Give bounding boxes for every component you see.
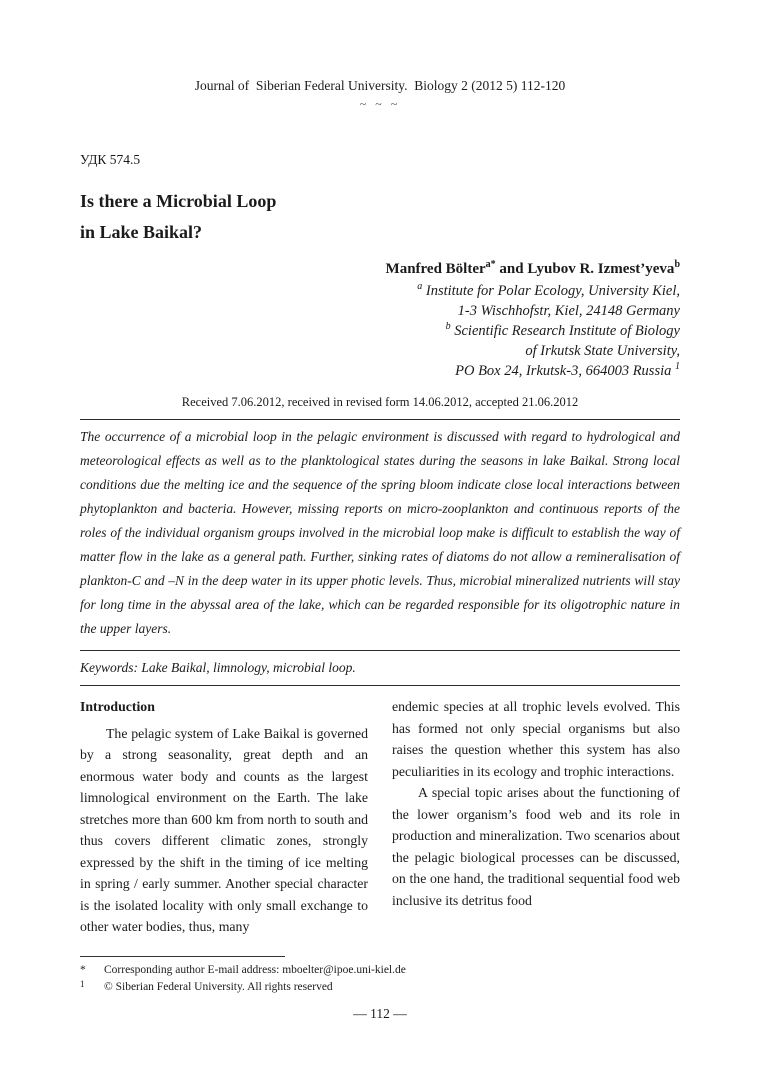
journal-masthead [80, 78, 680, 112]
footnote-text: © Siberian Federal University. All rights reserved [104, 980, 333, 993]
authors-connector: and [499, 261, 524, 278]
divider-above-abstract [80, 419, 680, 420]
footnote-marker-asterisk: * [80, 963, 86, 976]
tilde-ornament: ~ ~ ~ [359, 97, 401, 111]
section-heading-introduction: Introduction [80, 699, 155, 715]
right-column [392, 696, 680, 938]
body-paragraph: endemic species at all trophic levels evolved. This has formed not only special organisms but also raises the question whether this system has also peculiarities in its ecology and trophic interactions. [392, 699, 680, 779]
journal-citation: Journal of Siberian Federal University. Biology 2 (2012 5) 112-120 [194, 78, 566, 93]
footnote-divider [80, 956, 285, 957]
author-2-affiliation-mark: b [674, 259, 680, 271]
footnote-text: Corresponding author E-mail address: mboelter@ipoe.uni-kiel.de [104, 963, 406, 976]
divider-below-keywords [80, 685, 680, 686]
divider-above-keywords [80, 650, 680, 651]
footnote-corresponding-author [80, 962, 680, 979]
affiliation-line [80, 341, 680, 361]
author-2-name: Lyubov R. Izmest’yeva [527, 261, 675, 278]
author-1-name: Manfred Bölter [385, 261, 486, 278]
article-title-line-2: in Lake Baikal? [80, 221, 203, 242]
keywords-line: Keywords: Lake Baikal, limnology, microbial loop. [80, 660, 356, 676]
body-columns [80, 696, 680, 938]
affiliation-text: 1-3 Wischhofstr, Kiel, 24148 Germany [457, 303, 680, 320]
page-number: — 112 — [353, 1005, 407, 1021]
affiliation-text: Scientific Research Institute of Biology [454, 323, 680, 340]
affiliation-text: of Irkutsk State University, [525, 343, 680, 360]
affiliation-text: PO Box 24, Irkutsk-3, 664003 Russia [455, 363, 672, 380]
article-title-line-1: Is there a Microbial Loop [80, 191, 277, 211]
body-paragraph: The pelagic system of Lake Baikal is governed by a strong seasonality, great depth and an enormous water body and counts as the largest limnological environment on the Earth. The lake stretches more than 600 km from north to south and thus covers different climatic zones, strongly expressed by the shift in the timing of ice melting in spring / early summer. Another special character is the isolated locality with only small exchange to other water bodies, thus, many [80, 725, 368, 935]
received-dates-line: Received 7.06.2012, received in revised form 14.06.2012, accepted 21.06.2012 [181, 395, 579, 410]
article-title [80, 186, 680, 247]
affiliation-line [80, 361, 680, 381]
udc-code: УДК 574.5 [80, 152, 141, 167]
affiliation-footnote-mark: 1 [675, 361, 680, 373]
affiliation-text: Institute for Polar Ecology, University Kiel, [425, 283, 680, 300]
footnote-copyright [80, 979, 680, 996]
affiliations-block [80, 281, 680, 381]
affiliation-mark: a [417, 281, 423, 293]
footnote-marker-one: 1 [80, 978, 85, 989]
author-1-affiliation-mark: a* [485, 259, 496, 271]
abstract-text: The occurrence of a microbial loop in the pelagic environment is discussed with regard to hydrological and meteorological effects as well as to the planktological states during the seasons in lake Baikal. Strong local conditions due the melting ice and the sequence of the spring bloom indicate close local interactions between phytoplankton and bacteria. However, missing reports on micro-zooplankton and continuous reports of the roles of the individual organism groups involved in the microbial loop make is difficult to establish the way of matter flow in the lake as a general path. Further, sinking rates of diatoms do not allow a remineralisation of plankton-C and –N in the deep water in its upper photic levels. Thus, microbial mineralized nutrients will stay for long time in the abyssal area of the lake, which can be regarded responsible for its oligotrophic nature in the upper layers. [80, 429, 680, 637]
authors-line [80, 261, 680, 278]
left-column [80, 696, 368, 938]
affiliation-line [80, 301, 680, 321]
affiliation-line [80, 321, 680, 341]
affiliation-mark: b [445, 321, 451, 333]
body-paragraph: A special topic arises about the functioning of the lower organism’s food web and its role in production and mineralization. Two scenarios about the pelagic biological processes can be discussed, on the one hand, the traditional sequential food web inclusive its detritus food [392, 785, 680, 908]
footnotes-block [80, 962, 680, 996]
affiliation-line [80, 281, 680, 301]
